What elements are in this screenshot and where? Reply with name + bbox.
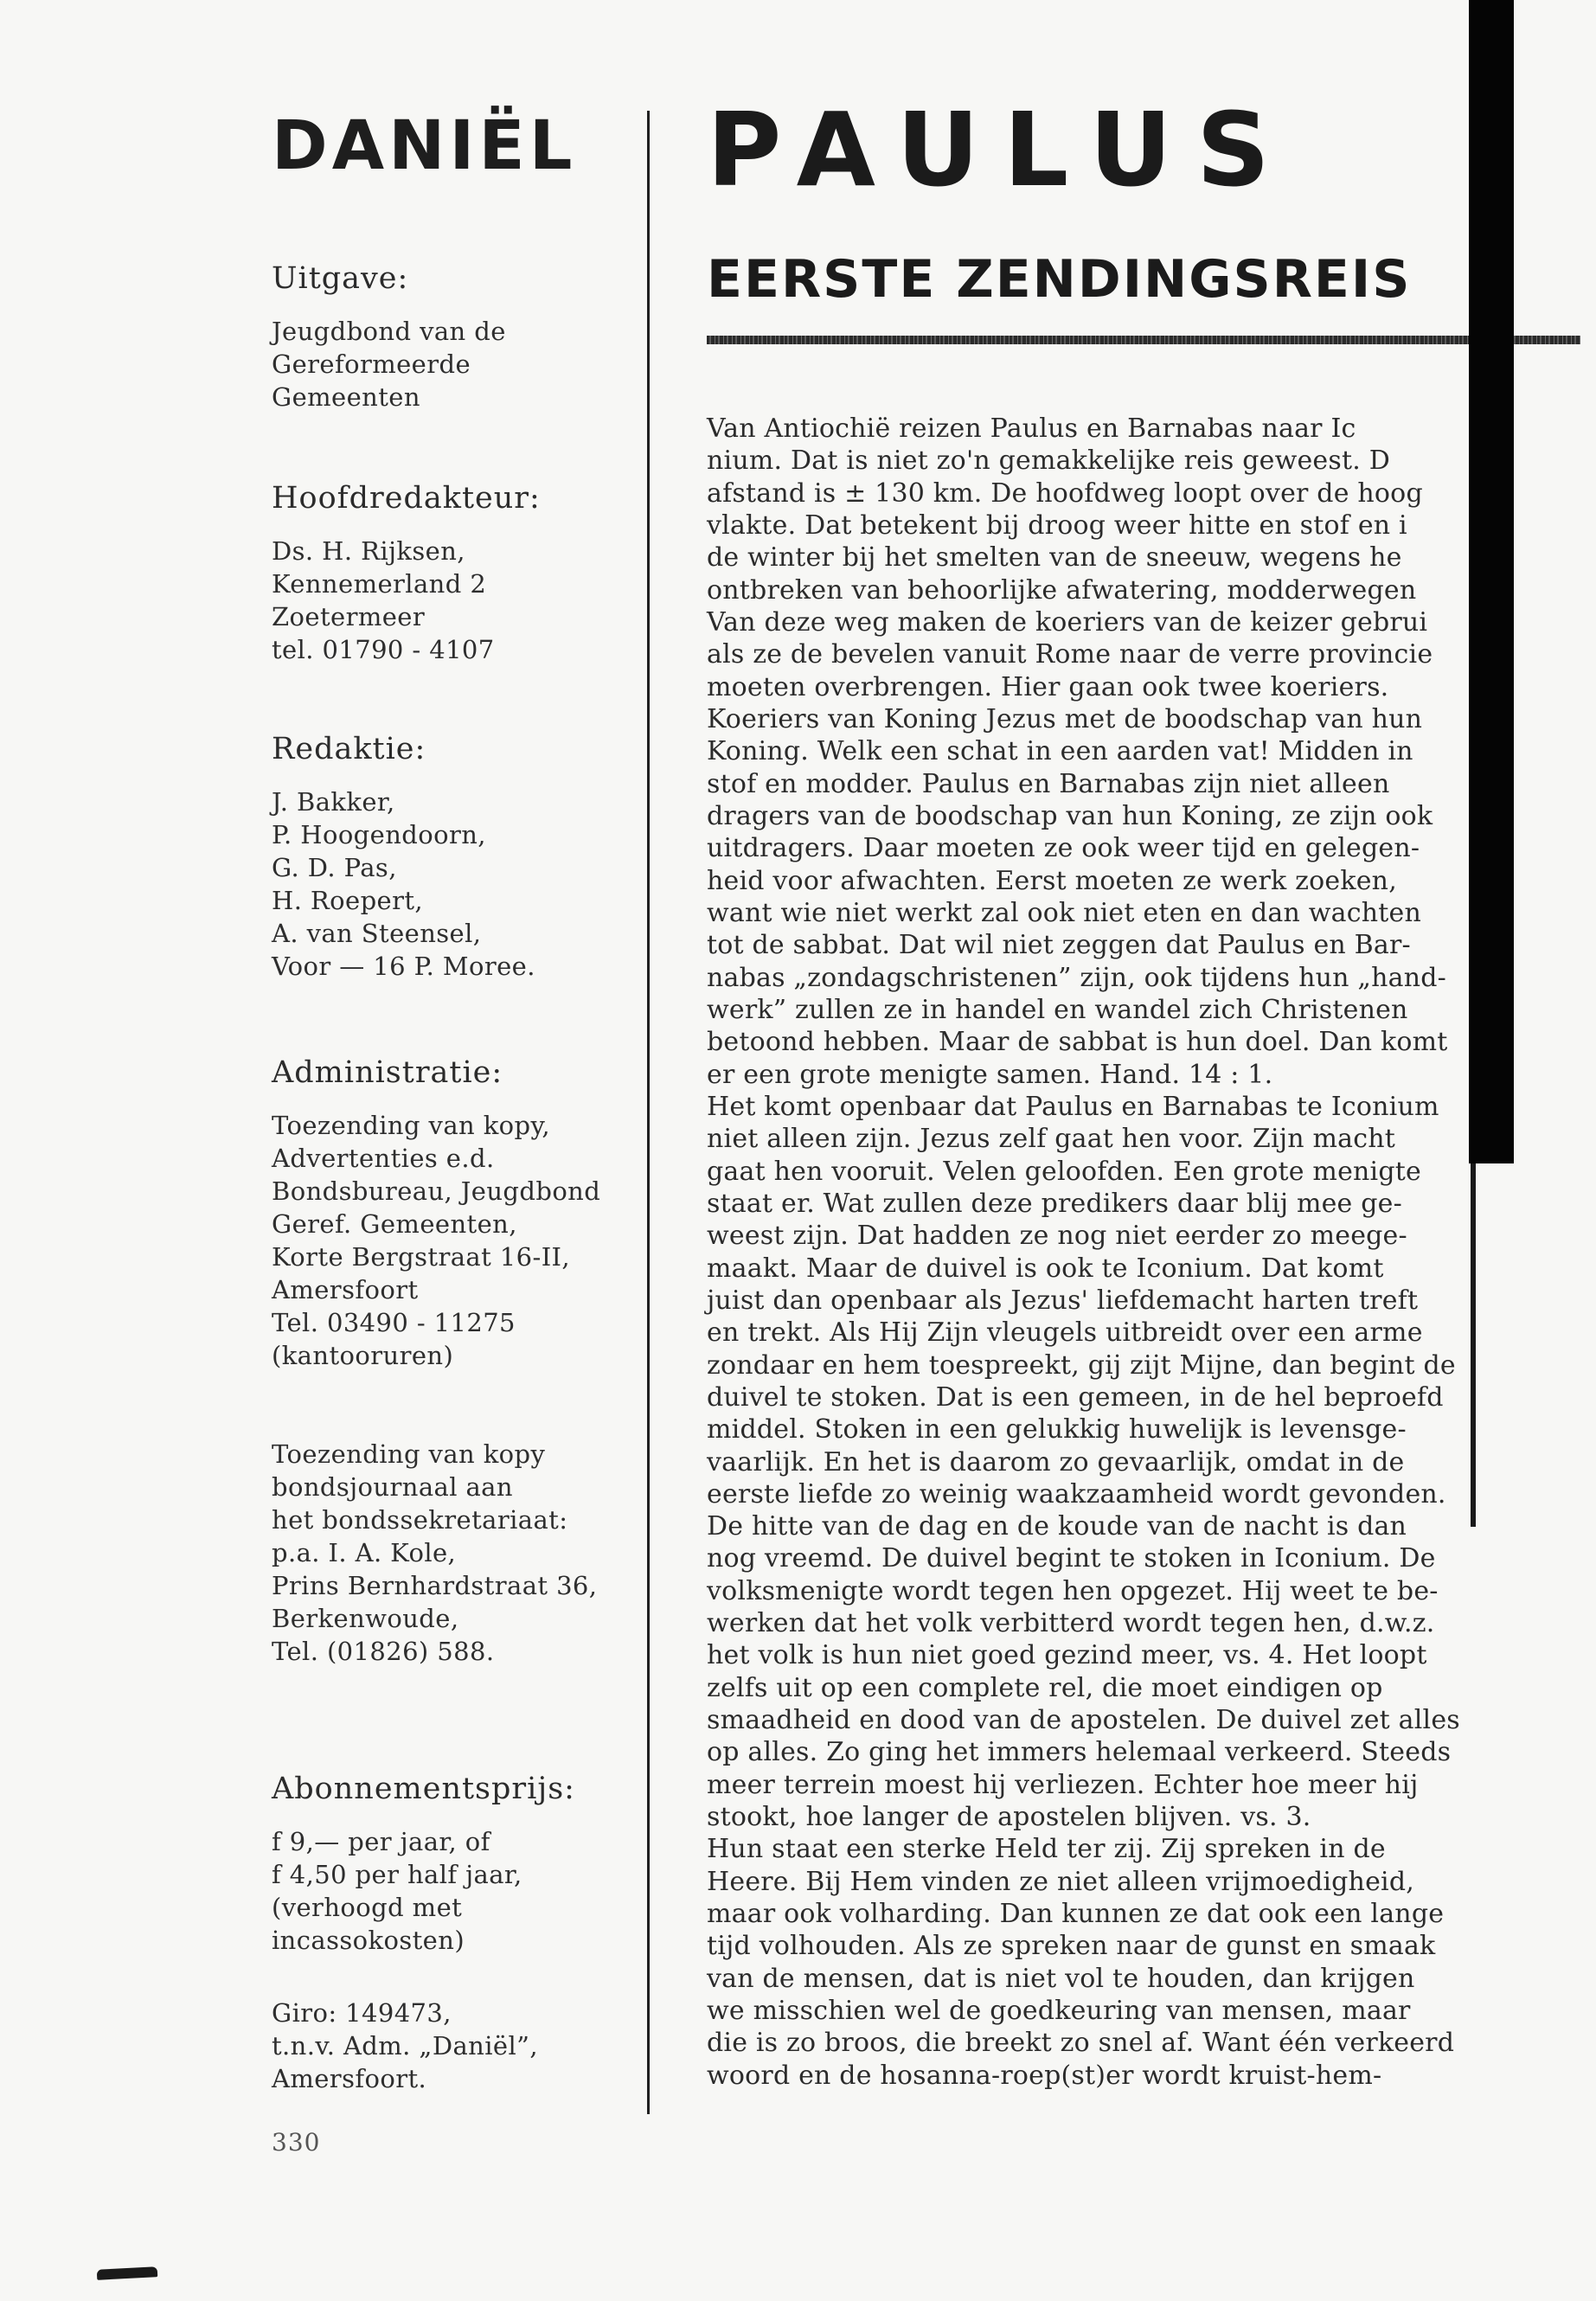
article-line: uitdragers. Daar moeten ze ook weer tijd en gelegen- xyxy=(707,833,1420,864)
article-line: middel. Stoken in een gelukkig huwelijk is levensge- xyxy=(707,1414,1407,1445)
scan-blot xyxy=(97,2266,158,2280)
section-line: Geref. Gemeenten, xyxy=(272,1209,517,1239)
section-line: Korte Bergstraat 16-II, xyxy=(272,1242,571,1272)
section-line: incassokosten) xyxy=(272,1926,465,1955)
section-administratie xyxy=(272,1054,626,1372)
article-line: en trekt. Als Hij Zijn vleugels uitbreidt over een arme xyxy=(707,1317,1423,1349)
article-line: maar ook volharding. Dan kunnen ze dat ook een lange xyxy=(707,1899,1445,1930)
article-subtitle: EERSTE ZENDINGSREIS xyxy=(707,249,1412,310)
section-line: Toezending van kopy, xyxy=(272,1111,551,1140)
article-line: tijd volhouden. Als ze spreken naar de gunst en smaak xyxy=(707,1931,1436,1962)
section-line: (verhoogd met xyxy=(272,1893,463,1922)
section-line: Berkenwoude, xyxy=(272,1604,459,1633)
section-line: Jeugdbond van de xyxy=(272,317,506,346)
section-line: t.n.v. Adm. „Daniël”, xyxy=(272,2031,538,2061)
column-divider xyxy=(647,111,650,2114)
article-line: stof en modder. Paulus en Barnabas zijn niet alleen xyxy=(707,768,1390,799)
section-line: Amersfoort. xyxy=(272,2064,427,2093)
section-line: Giro: 149473, xyxy=(272,1998,452,2028)
article-line: maakt. Maar de duivel is ook te Iconium. Dat komt xyxy=(707,1253,1384,1284)
section-heading: Abonnementsprijs: xyxy=(272,1772,575,1806)
section-heading: Uitgave: xyxy=(272,261,409,296)
section-heading: Administratie: xyxy=(272,1055,503,1090)
article-line: er een grote menigte samen. Hand. 14 : 1. xyxy=(707,1059,1273,1090)
article-line: van de mensen, dat is niet vol te houden, dan krijgen xyxy=(707,1963,1415,1994)
section-line: Voor — 16 P. Moree. xyxy=(272,952,535,981)
section-line: P. Hoogendoorn, xyxy=(272,820,486,849)
section-heading: Redaktie: xyxy=(272,732,426,766)
article-line: op alles. Zo ging het immers helemaal verkeerd. Steeds xyxy=(707,1737,1452,1768)
article-line: Koeriers van Koning Jezus met de boodschap van hun xyxy=(707,703,1423,734)
section-line: A. van Steensel, xyxy=(272,919,482,948)
article-line: niet alleen zijn. Jezus zelf gaat hen voor. Zijn macht xyxy=(707,1124,1396,1155)
page-number: 330 xyxy=(272,2128,321,2157)
article-line: werken dat het volk verbitterd wordt tegen hen, d.w.z. xyxy=(707,1608,1435,1639)
article-line: meer terrein moest hij verliezen. Echter hoe meer hij xyxy=(707,1769,1419,1800)
article-line: tot de sabbat. Dat wil niet zeggen dat Paulus en Bar- xyxy=(707,930,1411,961)
section-line: tel. 01790 - 4107 xyxy=(272,635,495,664)
section-redaktie xyxy=(272,730,626,983)
section-line: G. D. Pas, xyxy=(272,853,397,882)
article-body xyxy=(707,413,1596,2092)
article-line: moeten overbrengen. Hier gaan ook twee koeriers. xyxy=(707,671,1389,702)
article-line: zondaar en hem toespreekt, gij zijt Mijne, dan begint de xyxy=(707,1349,1456,1381)
section-abonnementsprijs xyxy=(272,1770,626,1957)
section-line: het bondssekretariaat: xyxy=(272,1505,568,1535)
article-line: nium. Dat is niet zo'n gemakkelijke reis geweest. D xyxy=(707,445,1390,477)
article-line: Van deze weg maken de koeriers van de keizer gebrui xyxy=(707,606,1428,638)
article-title: PAULUS xyxy=(707,90,1294,209)
section-giro xyxy=(272,1997,626,2095)
article-line: heid voor afwachten. Eerst moeten ze werk zoeken, xyxy=(707,865,1397,896)
section-line: f 9,— per jaar, of xyxy=(272,1827,490,1856)
article-line: stookt, hoe langer de apostelen blijven. vs. 3. xyxy=(707,1802,1311,1833)
article-line: vaarlijk. En het is daarom zo gevaarlijk, omdat in de xyxy=(707,1446,1405,1477)
article-line: woord en de hosanna-roep(st)er wordt kruist-hem- xyxy=(707,2060,1382,2091)
section-line: Prins Bernhardstraat 36, xyxy=(272,1571,598,1600)
section-line: Tel. 03490 - 11275 xyxy=(272,1308,516,1337)
article-line: betoond hebben. Maar de sabbat is hun doel. Dan komt xyxy=(707,1027,1448,1058)
section-line: f 4,50 per half jaar, xyxy=(272,1860,522,1889)
article-line: vlakte. Dat betekent bij droog weer hitte en stof en i xyxy=(707,510,1407,541)
article-line: gaat hen vooruit. Velen geloofden. Een grote menigte xyxy=(707,1156,1421,1187)
article-line: staat er. Wat zullen deze predikers daar blij mee ge- xyxy=(707,1188,1402,1219)
article-line: de winter bij het smelten van de sneeuw, wegens he xyxy=(707,542,1402,574)
section-line: Amersfoort xyxy=(272,1275,419,1304)
article-line: want wie niet werkt zal ook niet eten en dan wachten xyxy=(707,897,1421,928)
article-line: Het komt openbaar dat Paulus en Barnabas te Iconium xyxy=(707,1091,1439,1122)
article-line: ontbreken van behoorlijke afwatering, modderwegen xyxy=(707,574,1417,606)
article-line: als ze de bevelen vanuit Rome naar de verre provincie xyxy=(707,639,1433,670)
article-line: duivel te stoken. Dat is een gemeen, in de hel beproefd xyxy=(707,1381,1444,1413)
article-line: we misschien wel de goedkeuring van mensen, maar xyxy=(707,1996,1411,2027)
section-line: Gemeenten xyxy=(272,382,420,412)
article-line: Van Antiochië reizen Paulus en Barnabas naar Ic xyxy=(707,413,1356,444)
section-line: Toezending van kopy xyxy=(272,1439,546,1469)
section-line: H. Roepert, xyxy=(272,886,424,915)
article-line: dragers van de boodschap van hun Koning, ze zijn ook xyxy=(707,800,1433,831)
article-line: Heere. Bij Hem vinden ze niet alleen vrijmoedigheid, xyxy=(707,1866,1414,1897)
section-line: Ds. H. Rijksen, xyxy=(272,536,465,566)
article-line: eerste liefde zo weinig waakzaamheid wordt gevonden. xyxy=(707,1478,1446,1509)
section-line: J. Bakker, xyxy=(272,787,395,817)
article-line: Hun staat een sterke Held ter zij. Zij spreken in de xyxy=(707,1834,1386,1865)
section-line: Zoetermeer xyxy=(272,602,426,631)
section-line: p.a. I. A. Kole, xyxy=(272,1538,457,1567)
section-bondsjournaal xyxy=(272,1438,626,1668)
article-line: afstand is ± 130 km. De hoofdweg loopt over de hoog xyxy=(707,478,1423,509)
section-line: (kantooruren) xyxy=(272,1341,454,1370)
article-line: De hitte van de dag en de koude van de nacht is dan xyxy=(707,1511,1407,1542)
article-line: werk” zullen ze in handel en wandel zich Christenen xyxy=(707,994,1408,1025)
article-line: volksmenigte wordt tegen hen opgezet. Hij weet te be- xyxy=(707,1575,1439,1606)
masthead-title: DANIËL xyxy=(272,107,577,185)
article-line: het volk is hun niet goed gezind meer, vs. 4. Het loopt xyxy=(707,1640,1427,1671)
section-line: Kennemerland 2 xyxy=(272,569,487,599)
section-line: Bondsbureau, Jeugdbond xyxy=(272,1176,601,1206)
section-heading: Hoofdredakteur: xyxy=(272,481,541,516)
article-line: juist dan openbaar als Jezus' liefdemacht harten treft xyxy=(707,1285,1419,1316)
section-hoofdredakteur xyxy=(272,479,626,666)
section-line: Tel. (01826) 588. xyxy=(272,1637,495,1666)
article-line: Koning. Welk een schat in een aarden vat! Midden in xyxy=(707,736,1413,767)
article-line: nog vreemd. De duivel begint te stoken in Iconium. De xyxy=(707,1543,1436,1574)
article-line: zelfs uit op een complete rel, die moet eindigen op xyxy=(707,1672,1383,1703)
article-line: smaadheid en dood van de apostelen. De duivel zet alles xyxy=(707,1705,1460,1736)
article-line: die is zo broos, die breekt zo snel af. Want één verkeerd xyxy=(707,2028,1455,2059)
article-line: weest zijn. Dat hadden ze nog niet eerder zo meege- xyxy=(707,1221,1407,1252)
article-line: nabas „zondagschristenen” zijn, ook tijdens hun „hand- xyxy=(707,962,1446,993)
section-uitgave xyxy=(272,260,626,413)
title-rule xyxy=(707,336,1580,344)
section-line: Gereformeerde xyxy=(272,349,471,379)
section-line: Advertenties e.d. xyxy=(272,1144,495,1173)
section-line: bondsjournaal aan xyxy=(272,1472,513,1502)
